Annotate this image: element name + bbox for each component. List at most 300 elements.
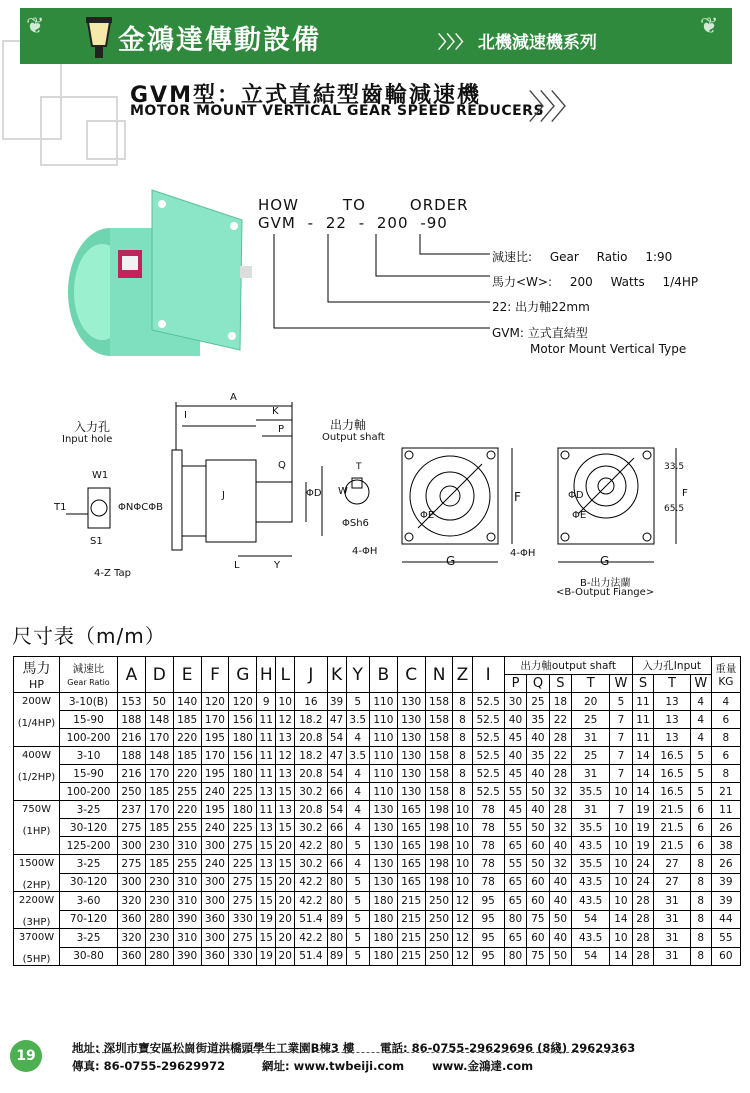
table-cell: 35.5 xyxy=(572,783,610,801)
table-cell: 54 xyxy=(327,765,346,783)
table-cell: 66 xyxy=(327,855,346,874)
table-cell: 4 xyxy=(346,729,369,747)
table-cell: 20 xyxy=(276,947,295,966)
table-cell: 47 xyxy=(327,711,346,729)
table-cell: 330 xyxy=(229,910,257,929)
table-cell: 27 xyxy=(654,873,691,892)
flange-label: B-出力法蘭 xyxy=(580,578,631,589)
table-cell: 19 xyxy=(632,801,654,819)
table-cell: 10 xyxy=(453,837,472,855)
table-row xyxy=(14,693,741,711)
table-cell: 11 xyxy=(632,711,654,729)
table-cell: 80 xyxy=(504,910,526,929)
table-cell: 14 xyxy=(610,947,632,966)
shaft-note: 22: 出力軸22mm xyxy=(492,300,590,314)
table-cell: 120 xyxy=(201,693,229,711)
table-cell: 300 xyxy=(201,929,229,948)
table-cell: 5 xyxy=(346,892,369,911)
ratio-note: 減速比: Gear Ratio 1:90 xyxy=(492,250,673,264)
table-cell: 9 xyxy=(257,693,276,711)
table-cell: 51.4 xyxy=(295,910,327,929)
table-row xyxy=(14,873,741,892)
table-cell: 31 xyxy=(654,910,691,929)
page-subtitle: MOTOR MOUNT VERTICAL GEAR SPEED REDUCERS xyxy=(130,103,545,119)
table-cell: 3-25 xyxy=(60,929,118,948)
footer-address: 地址: 深圳市寶安區松崗街道洪橋頭學生工業園B棟3 樓 xyxy=(72,1041,355,1055)
table-cell: 310 xyxy=(173,873,201,892)
table-cell: 198 xyxy=(425,837,453,855)
table-cell: 3-10(B) xyxy=(60,693,118,711)
dimension-table xyxy=(13,656,741,966)
input-hole-label-en: Input hole xyxy=(62,434,113,445)
table-cell: 66 xyxy=(327,819,346,837)
table-cell: 300 xyxy=(201,873,229,892)
table-cell: 12 xyxy=(276,711,295,729)
table-cell: 43.5 xyxy=(572,837,610,855)
order-row-1: HOW TO ORDER xyxy=(258,196,469,214)
table-cell: 8 xyxy=(690,873,711,892)
table-cell: 11 xyxy=(257,747,276,765)
ornament-icon: ❦ xyxy=(700,14,719,39)
col-header: Y xyxy=(346,657,369,693)
table-cell: 3-25 xyxy=(60,801,118,819)
table-cell: 12 xyxy=(453,910,472,929)
table-cell: 25 xyxy=(572,747,610,765)
table-cell: 230 xyxy=(145,929,173,948)
table-cell: 255 xyxy=(173,855,201,874)
hp-cell: 3700W (5HP) xyxy=(14,929,60,966)
table-cell: 50 xyxy=(145,693,173,711)
table-cell: 10 xyxy=(610,837,632,855)
company-title: 金鴻達傳動設備 xyxy=(118,25,321,56)
table-cell: 130 xyxy=(397,711,425,729)
table-cell: 30 xyxy=(504,693,526,711)
table-cell: 198 xyxy=(425,873,453,892)
table-cell: 19 xyxy=(257,910,276,929)
table-cell: 140 xyxy=(173,693,201,711)
dim-g2: G xyxy=(600,554,610,568)
table-cell: 8 xyxy=(453,711,472,729)
table-cell: 35.5 xyxy=(572,855,610,874)
table-cell: 148 xyxy=(145,711,173,729)
table-cell: 198 xyxy=(425,801,453,819)
table-cell: 30.2 xyxy=(295,783,327,801)
table-cell: 230 xyxy=(145,873,173,892)
table-cell: 42.2 xyxy=(295,873,327,892)
table-cell: 320 xyxy=(118,892,146,911)
table-cell: 110 xyxy=(369,693,397,711)
table-cell: 6 xyxy=(690,801,711,819)
table-cell: 28 xyxy=(632,947,654,966)
chevrons-icon: 〉〉〉 xyxy=(528,88,578,128)
table-cell: 8 xyxy=(711,765,740,783)
table-cell: 24 xyxy=(632,873,654,892)
table-cell: 54 xyxy=(572,947,610,966)
table-cell: 216 xyxy=(118,729,146,747)
table-cell: 18.2 xyxy=(295,747,327,765)
table-cell: 10 xyxy=(610,929,632,948)
header-banner xyxy=(20,8,732,64)
table-cell: 78 xyxy=(472,819,504,837)
col-header: F xyxy=(201,657,229,693)
table-cell: 13 xyxy=(276,729,295,747)
table-cell: 390 xyxy=(173,910,201,929)
table-cell: 5 xyxy=(610,693,632,711)
dim-q: Q xyxy=(278,460,286,471)
table-cell: 13 xyxy=(257,819,276,837)
table-cell: 8 xyxy=(690,892,711,911)
hp-cell: 750W (1HP) xyxy=(14,801,60,855)
table-cell: 237 xyxy=(118,801,146,819)
weight-header: 重量 KG xyxy=(711,657,740,693)
table-cell: 10 xyxy=(610,892,632,911)
table-cell: 43.5 xyxy=(572,873,610,892)
table-cell: 38 xyxy=(711,837,740,855)
table-cell: 240 xyxy=(201,819,229,837)
table-cell: 300 xyxy=(118,873,146,892)
table-cell: 52.5 xyxy=(472,729,504,747)
table-cell: 80 xyxy=(327,837,346,855)
hp-cell: 200W (1/4HP) xyxy=(14,693,60,747)
table-cell: 20 xyxy=(276,892,295,911)
footer-web2: www.金鴻達.com xyxy=(432,1059,534,1073)
table-cell: 15-90 xyxy=(60,765,118,783)
table-cell: 185 xyxy=(145,819,173,837)
output-shaft-label-en: Output shaft xyxy=(322,432,385,443)
table-cell: 300 xyxy=(201,892,229,911)
footer-fax: 傳真: 86-0755-29629972 xyxy=(72,1059,226,1073)
table-cell: 390 xyxy=(173,947,201,966)
ratio-header: 減速比 Gear Ratio xyxy=(60,657,118,693)
table-cell: 80 xyxy=(327,929,346,948)
table-cell: 30-120 xyxy=(60,873,118,892)
table-cell: 35.5 xyxy=(572,819,610,837)
table-cell: 3.5 xyxy=(346,747,369,765)
table-cell: 50 xyxy=(549,947,571,966)
order-row-2: GVM - 22 - 200 -90 xyxy=(258,214,448,232)
table-cell: 110 xyxy=(369,711,397,729)
table-cell: 50 xyxy=(527,855,549,874)
deco-square xyxy=(86,120,126,160)
table-cell: 20.8 xyxy=(295,765,327,783)
table-cell: 185 xyxy=(145,783,173,801)
table-cell: 8 xyxy=(690,910,711,929)
table-cell: 28 xyxy=(632,892,654,911)
table-cell: 158 xyxy=(425,765,453,783)
table-cell: 110 xyxy=(369,765,397,783)
dim-335: 33.5 xyxy=(664,462,685,472)
table-row xyxy=(14,929,741,948)
table-row xyxy=(14,819,741,837)
page-number: 19 xyxy=(10,1040,42,1072)
sub-header: W xyxy=(690,675,711,693)
table-cell: 240 xyxy=(201,783,229,801)
table-cell: 11 xyxy=(257,765,276,783)
table-cell: 16.5 xyxy=(654,747,691,765)
table-cell: 10 xyxy=(276,693,295,711)
table-cell: 20 xyxy=(276,873,295,892)
table-cell: 4 xyxy=(346,783,369,801)
table-cell: 50 xyxy=(527,819,549,837)
table-cell: 215 xyxy=(397,910,425,929)
table-cell: 180 xyxy=(229,765,257,783)
table-cell: 60 xyxy=(527,892,549,911)
table-cell: 250 xyxy=(425,892,453,911)
table-cell: 13 xyxy=(276,765,295,783)
table-cell: 18.2 xyxy=(295,711,327,729)
table-cell: 215 xyxy=(397,947,425,966)
table-cell: 32 xyxy=(549,783,571,801)
col-header: C xyxy=(397,657,425,693)
table-cell: 250 xyxy=(118,783,146,801)
table-cell: 100-200 xyxy=(60,729,118,747)
table-cell: 52.5 xyxy=(472,747,504,765)
sub-header: Q xyxy=(527,675,549,693)
output-shaft-header: 出力軸output shaft xyxy=(504,657,632,675)
table-cell: 170 xyxy=(201,747,229,765)
table-cell: 55 xyxy=(504,819,526,837)
technical-drawing xyxy=(0,390,750,605)
table-cell: 42.2 xyxy=(295,892,327,911)
table-cell: 39 xyxy=(711,873,740,892)
table-cell: 156 xyxy=(229,711,257,729)
table-cell: 39 xyxy=(327,693,346,711)
table-cell: 20 xyxy=(276,837,295,855)
table-cell: 15 xyxy=(257,892,276,911)
table-cell: 8 xyxy=(690,947,711,966)
table-cell: 70-120 xyxy=(60,910,118,929)
table-row xyxy=(14,765,741,783)
col-header: A xyxy=(118,657,146,693)
flange-label-en: <B-Output Fiange> xyxy=(556,587,655,598)
dim-a: A xyxy=(230,392,237,403)
table-cell: 26 xyxy=(711,855,740,874)
table-cell: 75 xyxy=(527,947,549,966)
table-cell: 220 xyxy=(173,801,201,819)
dim-t: T xyxy=(356,462,362,472)
dim-f: F xyxy=(514,490,521,504)
sub-header: S xyxy=(549,675,571,693)
table-cell: 28 xyxy=(549,729,571,747)
table-cell: 198 xyxy=(425,855,453,874)
table-cell: 16.5 xyxy=(654,765,691,783)
table-cell: 275 xyxy=(229,929,257,948)
table-cell: 310 xyxy=(173,892,201,911)
table-cell: 13 xyxy=(257,855,276,874)
table-cell: 31 xyxy=(654,947,691,966)
table-cell: 360 xyxy=(118,910,146,929)
col-header: E xyxy=(173,657,201,693)
table-cell: 45 xyxy=(504,765,526,783)
dim-p: P xyxy=(278,424,285,435)
table-cell: 80 xyxy=(504,947,526,966)
table-cell: 18 xyxy=(549,693,571,711)
table-cell: 80 xyxy=(327,892,346,911)
table-cell: 12 xyxy=(453,947,472,966)
table-cell: 180 xyxy=(369,929,397,948)
table-cell: 43.5 xyxy=(572,929,610,948)
table-cell: 28 xyxy=(632,929,654,948)
table-cell: 5 xyxy=(346,929,369,948)
table-cell: 65 xyxy=(504,929,526,948)
table-cell: 26 xyxy=(711,819,740,837)
dim-s1: S1 xyxy=(90,536,103,547)
dim-ncb: ΦNΦCΦB xyxy=(118,502,163,513)
table-cell: 220 xyxy=(173,729,201,747)
dim-i: I xyxy=(184,410,187,421)
table-cell: 188 xyxy=(118,711,146,729)
table-cell: 45 xyxy=(504,801,526,819)
table-cell: 215 xyxy=(397,892,425,911)
table-cell: 4 xyxy=(346,855,369,874)
table-cell: 16.5 xyxy=(654,783,691,801)
dim-d2: ΦD xyxy=(568,490,584,501)
table-row xyxy=(14,892,741,911)
table-cell: 320 xyxy=(118,929,146,948)
table-row xyxy=(14,947,741,966)
sub-header: T xyxy=(572,675,610,693)
table-cell: 11 xyxy=(257,729,276,747)
type-note-cn: GVM: 立式直結型 xyxy=(492,326,588,340)
table-cell: 95 xyxy=(472,947,504,966)
power-note: 馬力<W>: 200 Watts 1/4HP xyxy=(492,275,699,289)
table-cell: 165 xyxy=(397,873,425,892)
table-cell: 110 xyxy=(369,747,397,765)
table-cell: 10 xyxy=(610,855,632,874)
table-cell: 8 xyxy=(453,693,472,711)
table-cell: 250 xyxy=(425,947,453,966)
table-cell: 8 xyxy=(453,765,472,783)
table-cell: 10 xyxy=(610,819,632,837)
table-cell: 7 xyxy=(610,801,632,819)
table-cell: 20 xyxy=(276,929,295,948)
table-cell: 40 xyxy=(527,729,549,747)
table-cell: 165 xyxy=(397,801,425,819)
table-cell: 30-80 xyxy=(60,947,118,966)
table-cell: 230 xyxy=(145,892,173,911)
table-cell: 50 xyxy=(549,910,571,929)
table-cell: 8 xyxy=(453,747,472,765)
table-cell: 28 xyxy=(632,910,654,929)
table-cell: 40 xyxy=(527,801,549,819)
table-cell: 13 xyxy=(654,729,691,747)
table-cell: 130 xyxy=(369,855,397,874)
hole-label-1: 4-ΦH xyxy=(352,546,378,557)
table-cell: 60 xyxy=(527,837,549,855)
footer-phone: 電話: 86-0755-29629696 (8綫) 29629363 xyxy=(380,1041,636,1055)
table-cell: 130 xyxy=(369,819,397,837)
ornament-icon: ❦ xyxy=(26,14,45,39)
table-cell: 5 xyxy=(690,747,711,765)
table-cell: 31 xyxy=(572,765,610,783)
table-cell: 4 xyxy=(346,765,369,783)
table-cell: 120 xyxy=(229,693,257,711)
table-cell: 11 xyxy=(711,801,740,819)
table-cell: 28 xyxy=(549,765,571,783)
table-cell: 10 xyxy=(453,873,472,892)
dim-e2: ΦE xyxy=(572,510,587,521)
table-cell: 220 xyxy=(173,765,201,783)
table-cell: 50 xyxy=(527,783,549,801)
table-cell: 110 xyxy=(369,729,397,747)
table-cell: 5 xyxy=(690,783,711,801)
table-row xyxy=(14,729,741,747)
table-cell: 185 xyxy=(173,747,201,765)
dim-d: ΦD xyxy=(306,488,322,499)
table-cell: 255 xyxy=(173,783,201,801)
sub-header: T xyxy=(654,675,691,693)
table-cell: 216 xyxy=(118,765,146,783)
table-row xyxy=(14,711,741,729)
table-cell: 31 xyxy=(654,929,691,948)
table-cell: 153 xyxy=(118,693,146,711)
table-cell: 360 xyxy=(201,910,229,929)
dim-e: ΦE xyxy=(420,510,435,521)
table-cell: 78 xyxy=(472,801,504,819)
table-cell: 12 xyxy=(453,892,472,911)
table-cell: 5 xyxy=(346,947,369,966)
dim-w1: W1 xyxy=(92,470,109,481)
table-cell: 6 xyxy=(690,837,711,855)
table-cell: 13 xyxy=(654,711,691,729)
table-cell: 65 xyxy=(504,873,526,892)
table-cell: 78 xyxy=(472,873,504,892)
table-cell: 185 xyxy=(173,711,201,729)
table-cell: 95 xyxy=(472,929,504,948)
dim-sh6: ΦSh6 xyxy=(342,518,369,529)
col-header: K xyxy=(327,657,346,693)
table-cell: 130 xyxy=(397,693,425,711)
table-cell: 310 xyxy=(173,929,201,948)
table-cell: 195 xyxy=(201,729,229,747)
table-cell: 6 xyxy=(690,819,711,837)
table-cell: 31 xyxy=(654,892,691,911)
table-cell: 14 xyxy=(632,747,654,765)
table-cell: 3-25 xyxy=(60,855,118,874)
lamp-icon xyxy=(82,12,116,60)
table-cell: 25 xyxy=(572,711,610,729)
table-cell: 95 xyxy=(472,892,504,911)
table-cell: 52.5 xyxy=(472,711,504,729)
table-cell: 42.2 xyxy=(295,929,327,948)
table-cell: 11 xyxy=(632,693,654,711)
table-cell: 130 xyxy=(397,783,425,801)
table-cell: 275 xyxy=(118,819,146,837)
table-cell: 4 xyxy=(690,711,711,729)
dim-k: K xyxy=(272,406,279,417)
table-row xyxy=(14,910,741,929)
table-cell: 35 xyxy=(527,711,549,729)
table-cell: 195 xyxy=(201,765,229,783)
table-cell: 5 xyxy=(346,873,369,892)
table-cell: 40 xyxy=(504,747,526,765)
table-cell: 225 xyxy=(229,855,257,874)
dimension-table-title: 尺寸表（m/m） xyxy=(12,624,166,648)
table-cell: 52.5 xyxy=(472,765,504,783)
hole-label-2: 4-ΦH xyxy=(510,548,536,559)
table-cell: 10 xyxy=(453,819,472,837)
table-cell: 40 xyxy=(527,765,549,783)
hp-cell: 1500W (2HP) xyxy=(14,855,60,892)
table-cell: 6 xyxy=(711,711,740,729)
table-cell: 158 xyxy=(425,693,453,711)
table-cell: 40 xyxy=(549,837,571,855)
table-cell: 12 xyxy=(453,929,472,948)
table-cell: 16 xyxy=(295,693,327,711)
table-cell: 65 xyxy=(504,837,526,855)
table-cell: 30-120 xyxy=(60,819,118,837)
input-header: 入力孔Input xyxy=(632,657,711,675)
